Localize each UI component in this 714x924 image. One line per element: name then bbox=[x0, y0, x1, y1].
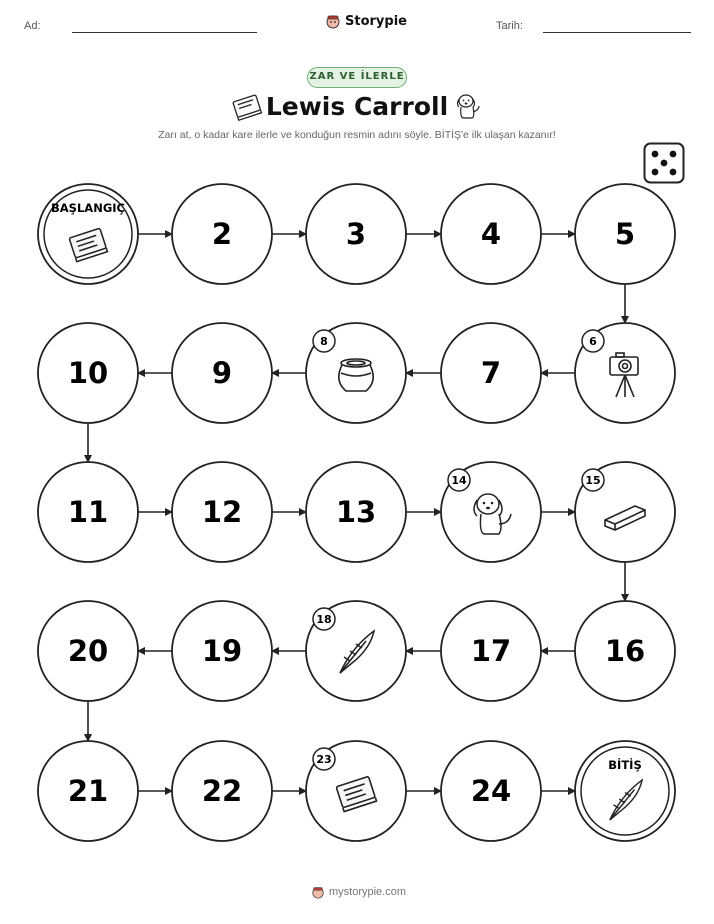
cell-number-badge bbox=[448, 469, 470, 491]
board-cell[interactable] bbox=[306, 323, 406, 423]
cell-number: 23 bbox=[316, 753, 332, 766]
board-cell[interactable] bbox=[575, 323, 675, 423]
board-cell[interactable] bbox=[441, 323, 541, 423]
board-cell[interactable] bbox=[38, 741, 138, 841]
board-cell[interactable] bbox=[38, 601, 138, 701]
cell-number: 17 bbox=[470, 634, 512, 668]
brand-name: Storypie bbox=[345, 13, 407, 29]
cell-number: 19 bbox=[201, 634, 243, 668]
cell-number: 13 bbox=[335, 495, 377, 529]
cell-number: 20 bbox=[67, 634, 109, 668]
activity-tag: ZAR VE İLERLE bbox=[307, 67, 407, 88]
date-label: Tarih: bbox=[496, 20, 523, 32]
board-cell[interactable] bbox=[172, 741, 272, 841]
board-cell[interactable] bbox=[575, 462, 675, 562]
finish-label: BİTİŞ bbox=[608, 758, 642, 772]
board-cell[interactable] bbox=[172, 184, 272, 284]
board-cell[interactable] bbox=[38, 323, 138, 423]
cell-number: 18 bbox=[316, 613, 332, 626]
cell-number: 7 bbox=[480, 356, 502, 390]
instructions: Zarı at, o kadar kare ilerle ve konduğun resmin adını söyle. BİTİŞ'e ilk ulaşan kazanır! bbox=[158, 129, 556, 141]
board-cell[interactable] bbox=[441, 462, 541, 562]
board-cell[interactable] bbox=[172, 323, 272, 423]
cell-number: 11 bbox=[67, 495, 109, 529]
board-cell[interactable] bbox=[441, 741, 541, 841]
cell-number: 8 bbox=[320, 335, 328, 348]
name-label: Ad: bbox=[24, 20, 41, 32]
start-cell[interactable] bbox=[38, 184, 138, 284]
board-cell[interactable] bbox=[172, 462, 272, 562]
footer-url[interactable]: mystorypie.com bbox=[329, 886, 407, 898]
finish-cell[interactable] bbox=[575, 741, 675, 841]
cell-number: 15 bbox=[585, 474, 601, 487]
cell-number: 6 bbox=[589, 335, 597, 348]
board-cell[interactable] bbox=[172, 601, 272, 701]
board-cell[interactable] bbox=[38, 462, 138, 562]
cell-number: 24 bbox=[470, 774, 512, 808]
page-title: Lewis Carroll bbox=[265, 92, 449, 121]
board-cell[interactable] bbox=[441, 601, 541, 701]
cell-number: 5 bbox=[614, 217, 636, 251]
cell-number: 16 bbox=[604, 634, 646, 668]
board-cell[interactable] bbox=[306, 741, 406, 841]
storypie-mascot-icon bbox=[311, 885, 325, 899]
footer bbox=[311, 885, 406, 899]
cell-number-badge bbox=[582, 469, 604, 491]
cell-number-badge bbox=[582, 330, 604, 352]
board-cell[interactable] bbox=[306, 184, 406, 284]
start-label: BAŞLANGIÇ bbox=[51, 201, 125, 215]
cell-number-badge bbox=[313, 748, 335, 770]
board-cell[interactable] bbox=[441, 184, 541, 284]
board-cell[interactable] bbox=[306, 601, 406, 701]
cell-number: 3 bbox=[345, 217, 367, 251]
cell-number: 4 bbox=[480, 217, 502, 251]
cell-number: 9 bbox=[211, 356, 233, 390]
board-cell[interactable] bbox=[575, 184, 675, 284]
board-cell[interactable] bbox=[575, 601, 675, 701]
cell-number-badge bbox=[313, 330, 335, 352]
cell-number: 22 bbox=[201, 774, 243, 808]
board-cell[interactable] bbox=[306, 462, 406, 562]
cell-number: 14 bbox=[451, 474, 467, 487]
cell-number-badge bbox=[313, 608, 335, 630]
cell-number: 2 bbox=[211, 217, 233, 251]
cell-number: 10 bbox=[67, 356, 109, 390]
cell-number: 12 bbox=[201, 495, 243, 529]
cell-number: 21 bbox=[67, 774, 109, 808]
